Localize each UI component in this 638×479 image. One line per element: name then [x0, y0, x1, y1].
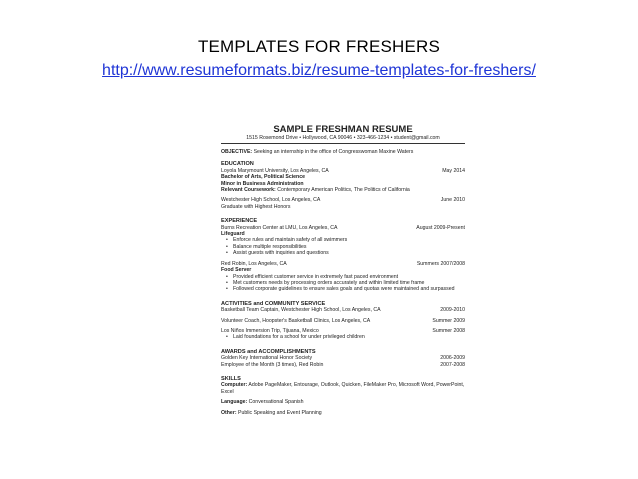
list-item: • Assist guests with inquiries and questions	[233, 250, 465, 256]
experience-date: Summers 2007/2008	[416, 260, 465, 267]
resume-divider	[221, 143, 465, 144]
objective-line	[221, 149, 465, 155]
education-date: May 2014	[442, 167, 465, 174]
education-honors: Graduate with Highest Honors	[221, 203, 291, 210]
education-school: Loyola Marymount University, Los Angeles, CA	[221, 167, 329, 174]
skills-other	[221, 410, 465, 416]
experience-org: Burns Recreation Center at LMU, Los Angeles, CA	[221, 224, 338, 231]
education-minor: Minor in Business Administration	[221, 180, 304, 187]
experience-title: Food Server	[221, 267, 252, 274]
resume-title: SAMPLE FRESHMAN RESUME	[273, 124, 413, 135]
activity-bullets	[221, 334, 465, 340]
award-item: Employee of the Month (3 times), Red Robin	[221, 361, 324, 368]
skills-computer-label: Computer:	[221, 382, 248, 389]
skills-computer-text: Adobe PageMaker, Entourage, Outlook, Quicken, FileMaker Pro, Microsoft Word, PowerPoint, Excel	[221, 382, 465, 395]
education-heading: EDUCATION	[221, 161, 254, 168]
experience-date: August 2009-Present	[416, 224, 465, 231]
activity-date: 2009-2010	[440, 307, 465, 314]
list-item: • Laid foundations for a school for under privileged children	[233, 334, 465, 340]
experience-title: Lifeguard	[221, 231, 245, 238]
education-degree: Bachelor of Arts, Political Science	[221, 174, 305, 181]
list-item: • Enforce rules and maintain safety of all swimmers	[233, 237, 465, 243]
coursework-label: Relevant Coursework:	[221, 187, 276, 194]
activity-item: Los Niños Immersion Trip, Tijuana, Mexico	[221, 327, 319, 334]
list-item: • Followed corporate guidelines to ensure sales goals and quotas were maintained and surpassed	[233, 286, 465, 292]
resume-preview	[221, 124, 465, 416]
experience-bullets	[221, 237, 465, 256]
education-date: June 2010	[440, 197, 465, 204]
activity-date: Summer 2009	[432, 317, 465, 324]
slide-title: TEMPLATES FOR FRESHERS	[197, 37, 441, 56]
education-school: Westchester High School, Los Angeles, CA	[221, 197, 321, 204]
activity-date: Summer 2008	[432, 327, 465, 334]
experience-org: Red Robin, Los Angeles, CA	[221, 260, 287, 267]
skills-other-text: Public Speaking and Event Planning	[236, 409, 322, 416]
experience-bullets	[221, 274, 465, 293]
awards-heading: AWARDS and ACCOMPLISHMENTS	[221, 348, 316, 355]
objective-label: OBJECTIVE:	[221, 149, 253, 155]
skills-language-label: Language:	[221, 399, 248, 406]
skills-other-label: Other:	[221, 409, 237, 416]
list-item: • Balance multiple responsibilities	[233, 244, 465, 250]
list-item: • Met customers needs by processing orders accurately and within limited time frame	[233, 280, 465, 286]
activity-item: Basketball Team Captain, Westchester High School, Los Angeles, CA	[221, 307, 381, 314]
skills-heading: SKILLS	[221, 375, 241, 382]
award-date: 2007-2008	[440, 361, 465, 368]
activities-heading: ACTIVITIES and COMMUNITY SERVICE	[221, 300, 326, 307]
experience-heading: EXPERIENCE	[221, 218, 258, 225]
activity-item: Volunteer Coach, Hoopster's Basketball Clinics, Los Angeles, CA	[221, 317, 371, 324]
resume-templates-link[interactable]: http://www.resumeformats.biz/resume-templates-for-freshers/	[102, 62, 536, 79]
coursework-text: Contemporary American Politics, The Politics of California	[275, 187, 410, 194]
list-item: • Provided efficient customer service in extremely fast paced environment	[233, 274, 465, 280]
objective-text: Seeking an internship in the office of Congresswoman Maxine Waters	[252, 149, 414, 155]
award-item: Golden Key International Honor Society	[221, 355, 313, 362]
skills-language-text: Conversational Spanish	[247, 399, 304, 406]
award-date: 2006-2009	[440, 355, 465, 362]
resume-contact: 1515 Rosemond Drive • Hollywood, CA 90046 • 323-466-1234 • student@gmail.com	[246, 135, 440, 141]
skills-computer	[221, 382, 465, 395]
